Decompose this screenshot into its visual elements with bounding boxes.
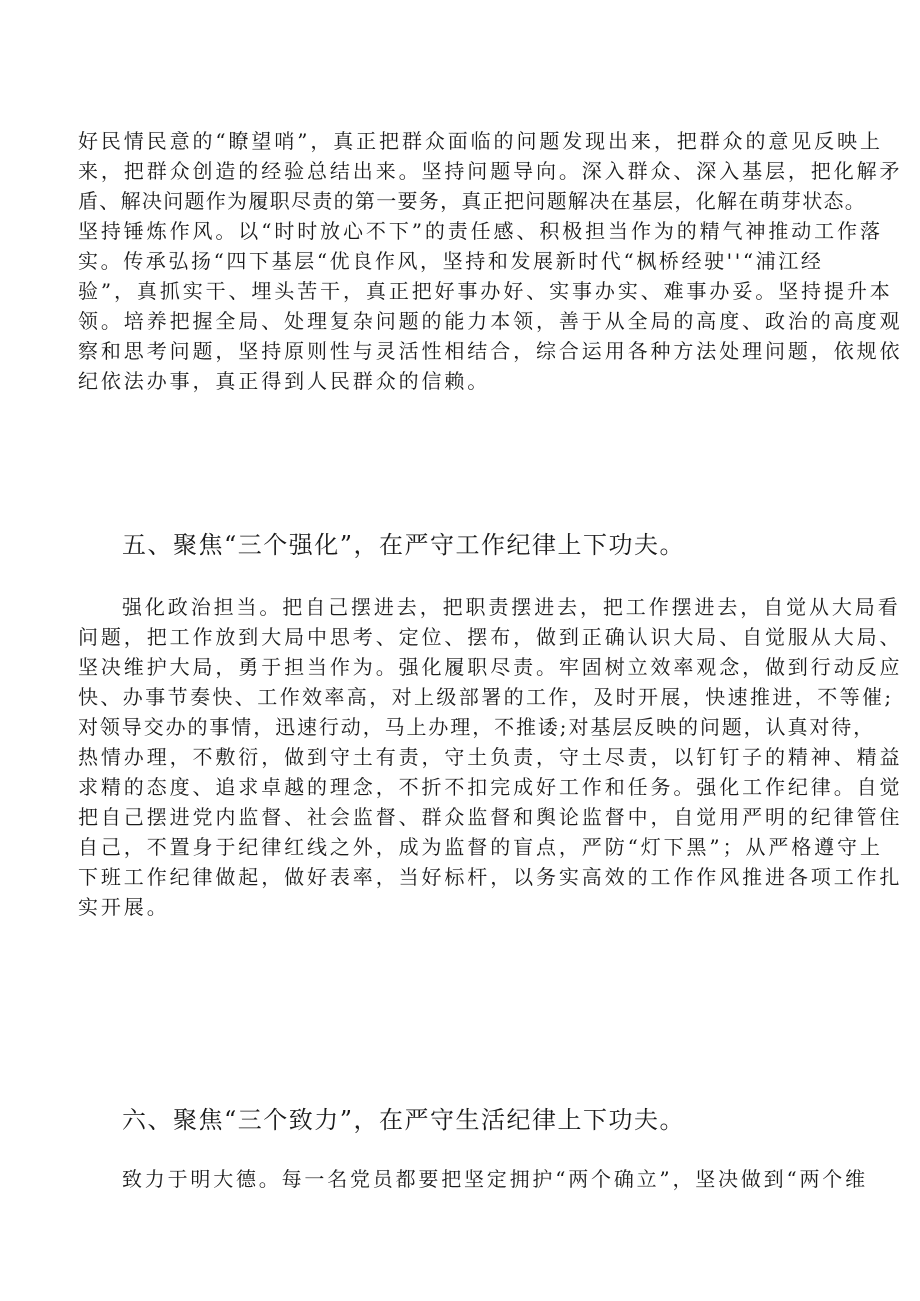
section-heading-5: 五、聚焦“三个强化”，在严守工作纪律上下功夫。 — [122, 531, 686, 559]
paragraph-line: 领。培养把握全局、处理复杂问题的能力本领，善于从全局的高度、政治的高度观 — [78, 309, 903, 333]
paragraph-line: 把自己摆进党内监督、社会监督、群众监督和舆论监督中，自觉用严明的纪律管住 — [78, 805, 903, 829]
paragraph-2 — [78, 592, 903, 922]
paragraph-line: 纪依法办事，真正得到人民群众的信赖。 — [78, 369, 491, 393]
paragraph-line: 下班工作纪律做起，做好表率，当好标杆，以务实高效的工作作风推进各项工作扎 — [78, 865, 903, 889]
paragraph-line: 求精的态度、追求卓越的理念，不折不扣完成好工作和任务。强化工作纪律。自觉 — [78, 775, 903, 799]
paragraph-line: 来，把群众创造的经验总结出来。坚持问题导向。深入群众、深入基层，把化解矛 — [78, 159, 903, 183]
paragraph-line: 验”，真抓实干、埋头苦干，真正把好事办好、实事办实、难事办妥。坚持提升本 — [78, 279, 893, 303]
paragraph-line: 盾、解决问题作为履职尽责的第一要务，真正把问题解决在基层，化解在萌芽状态。 — [78, 189, 867, 213]
paragraph-1 — [78, 126, 903, 396]
paragraph-line: 致力于明大德。每一名党员都要把坚定拥护“两个确立”，坚决做到“两个维 — [122, 1167, 868, 1191]
paragraph-line: 问题，把工作放到大局中思考、定位、摆布，做到正确认识大局、自觉服从大局、 — [78, 625, 903, 649]
paragraph-line: 热情办理，不敷衍，做到守土有责，守土负责，守土尽责，以钉钉子的精神、精益 — [78, 745, 903, 769]
paragraph-line: 快、办事节奏快、工作效率高，对上级部署的工作，及时开展，快速推进，不等催; — [78, 685, 894, 709]
paragraph-line: 坚持锤炼作风。以“时时放心不下”的责任感、积极担当作为的精气神推动工作落 — [78, 219, 883, 243]
paragraph-line: 好民情民意的“瞭望哨”，真正把群众面临的问题发现出来，把群众的意见反映上 — [78, 129, 883, 153]
section-heading-6: 六、聚焦“三个致力”，在严守生活纪律上下功夫。 — [122, 1106, 686, 1134]
paragraph-line: 强化政治担当。把自己摆进去，把职责摆进去，把工作摆进去，自觉从大局看 — [122, 595, 901, 619]
paragraph-3 — [78, 1164, 868, 1194]
paragraph-line: 坚决维护大局，勇于担当作为。强化履职尽责。牢固树立效率观念，做到行动反应 — [78, 655, 903, 679]
paragraph-line: 对领导交办的事情，迅速行动，马上办理，不推诿;对基层反映的问题，认真对待， — [78, 715, 876, 739]
paragraph-line: 察和思考问题，坚持原则性与灵活性相结合，综合运用各种方法处理问题，依规依 — [78, 339, 903, 363]
paragraph-line: 实开展。 — [78, 895, 170, 919]
paragraph-line: 自己，不置身于纪律红线之外，成为监督的盲点，严防“灯下黑”；从严格遵守上 — [78, 835, 883, 859]
paragraph-line: 实。传承弘扬“四下基层“优良作风，坚持和发展新时代“枫桥经驶''“浦江经 — [78, 249, 824, 273]
